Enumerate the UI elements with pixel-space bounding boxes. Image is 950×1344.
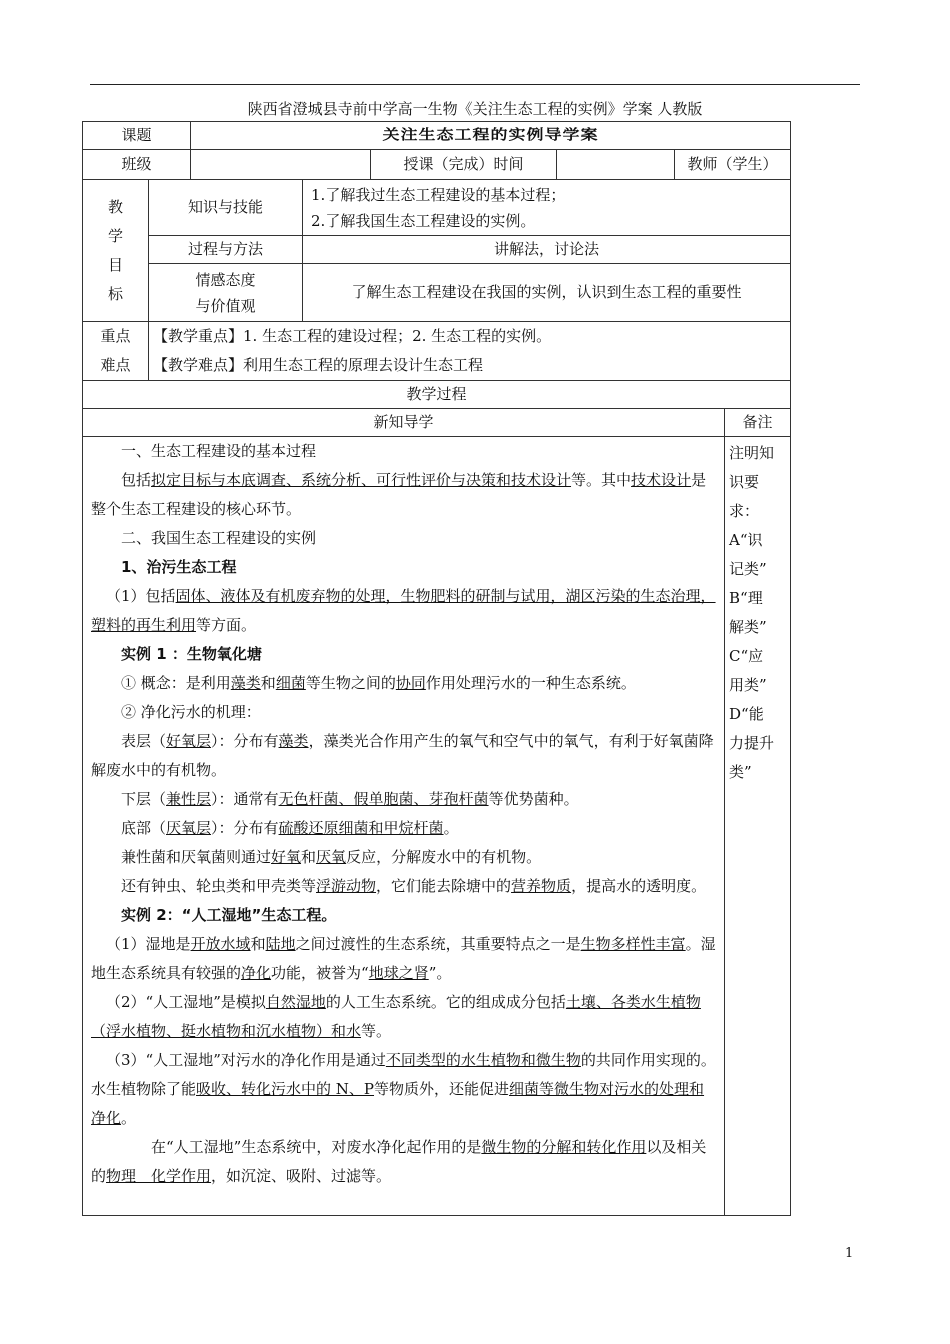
remark-line: C“应	[729, 647, 764, 665]
topic-title-cell	[191, 122, 791, 150]
example-title: 实例 2：“人工湿地”生态工程。	[121, 906, 337, 924]
lesson-plan-table	[82, 121, 791, 1216]
key-label-line: 重点	[100, 327, 131, 345]
knowledge-item: 2.了解我国生态工程建设的实例。	[311, 211, 536, 230]
class-value	[191, 150, 371, 180]
goals-char: 教	[107, 197, 123, 216]
remark-line: D“能	[729, 705, 764, 723]
process-label: 过程与方法	[149, 236, 303, 264]
header-rule	[90, 84, 860, 85]
paragraph: （2）“人工湿地”是模拟自然湿地的人工生态系统。它的组成成分包括土壤、各类水生植物（浮水植物、挺水植物和沉水植物）和水等。	[91, 993, 701, 1040]
paragraph: 底部（厌氧层）：分布有硫酸还原细菌和甲烷杆菌。	[121, 819, 459, 837]
remark-line: B“理	[729, 589, 763, 607]
paragraph: 在“人工湿地”生态系统中，对废水净化起作用的是微生物的分解和转化作用以及相关的物理 化学作用，如沉淀、吸附、过滤等。	[91, 1138, 707, 1185]
paragraph: 还有钟虫、轮虫类和甲壳类等浮游动物，它们能去除塘中的营养物质，提高水的透明度。	[121, 877, 707, 895]
remark-line: 力提升	[729, 734, 775, 752]
time-value	[557, 150, 675, 180]
new-knowledge-header: 新知导学	[83, 409, 725, 437]
knowledge-value	[303, 180, 791, 236]
remark-line: 识要	[729, 473, 760, 491]
knowledge-label: 知识与技能	[149, 180, 303, 236]
topic-title: 关注生态工程的实例导学案	[382, 126, 599, 144]
goals-char: 标	[107, 284, 123, 303]
teacher-label: 教师（学生）	[675, 150, 791, 180]
paragraph: 表层（好氧层）：分布有藻类，藻类光合作用产生的氧气和空气中的氧气，有利于好氧菌降解废水中的有机物。	[91, 732, 714, 779]
knowledge-item: 1.了解我过生态工程建设的基本过程；	[311, 185, 566, 204]
key-label-line: 难点	[100, 356, 131, 374]
emotion-label-line: 情感态度	[195, 270, 256, 289]
topic-label: 课题	[83, 122, 191, 150]
document-title: 陕西省澄城县寺前中学高一生物《关注生态工程的实例》学案 人教版	[247, 100, 703, 118]
key-point: 【教学重点】1. 生态工程的建设过程；2. 生态工程的实例。	[153, 327, 552, 345]
emotion-label-line: 与价值观	[195, 296, 256, 315]
class-label: 班级	[83, 150, 191, 180]
remark-line: 记类”	[729, 560, 767, 578]
goals-char: 学	[107, 226, 123, 245]
section-title: 二、我国生态工程建设的实例	[121, 529, 317, 547]
paragraph: （1）包括固体、液体及有机废弃物的处理，生物肥料的研制与试用，湖区污染的生态治理，塑料的再生利用等方面。	[91, 587, 716, 634]
page-number: 1	[845, 1246, 854, 1261]
paragraph: （3）“人工湿地”对污水的净化作用是通过不同类型的水生植物和微生物的共同作用实现的。水生植物除了能吸收、转化污水中的 N、P等物质外，还能促进细菌等微生物对污水的处理和净化。	[91, 1051, 716, 1127]
subsection-title: 1、治污生态工程	[121, 558, 237, 576]
emotion-label	[149, 264, 303, 322]
section-title: 一、生态工程建设的基本过程	[121, 442, 317, 460]
content-cell	[83, 437, 725, 1216]
remark-line: 注明知	[729, 444, 775, 462]
remarks-header: 备注	[725, 409, 791, 437]
paragraph: 包括拟定目标与本底调查、系统分析、可行性评价与决策和技术设计等。其中技术设计是整个生态工程建设的核心环节。	[91, 471, 707, 518]
key-label	[83, 322, 149, 381]
remark-line: 解类”	[729, 618, 767, 636]
paragraph: 兼性菌和厌氧菌则通过好氧和厌氧反应，分解废水中的有机物。	[121, 848, 542, 866]
goals-label	[83, 180, 149, 322]
process-header: 教学过程	[83, 381, 791, 409]
paragraph: 下层（兼性层）：通常有无色杆菌、假单胞菌、芽孢杆菌等优势菌种。	[121, 790, 579, 808]
key-points	[149, 322, 791, 381]
goals-char: 目	[107, 255, 123, 274]
remark-line: 类”	[729, 763, 752, 781]
process-value: 讲解法，讨论法	[303, 236, 791, 264]
difficult-point: 【教学难点】利用生态工程的原理去设计生态工程	[153, 356, 484, 374]
remark-line: A“识	[729, 531, 763, 549]
emotion-value: 了解生态工程建设在我国的实例，认识到生态工程的重要性	[303, 264, 791, 322]
remarks-cell	[725, 437, 791, 1216]
example-title: 实例 1 ：生物氧化塘	[121, 645, 262, 663]
time-label: 授课（完成）时间	[371, 150, 557, 180]
paragraph: （1）湿地是开放水域和陆地之间过渡性的生态系统，其重要特点之一是生物多样性丰富。湿地生态系统具有较强的净化功能，被誉为“地球之肾”。	[91, 935, 716, 982]
remark-line: 求：	[729, 502, 760, 520]
paragraph: ① 概念：是利用藻类和细菌等生物之间的协同作用处理污水的一种生态系统。	[121, 674, 636, 692]
paragraph: ② 净化污水的机理：	[121, 703, 261, 721]
remark-line: 用类”	[729, 676, 767, 694]
